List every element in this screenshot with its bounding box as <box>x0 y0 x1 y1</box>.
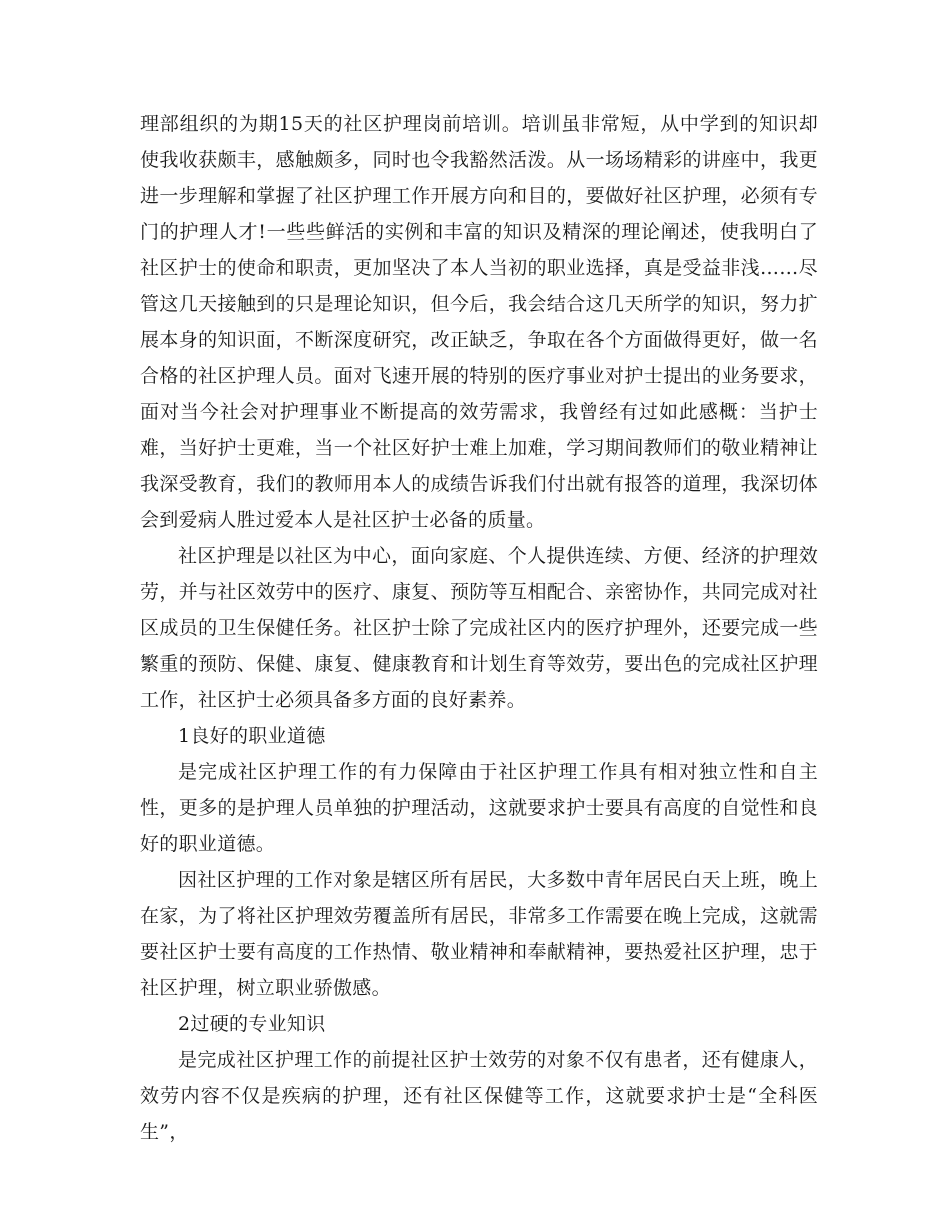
section-heading-2: 2过硬的专业知识 <box>178 1013 326 1035</box>
paragraph-1: 理部组织的为期15天的社区护理岗前培训。培训虽非常短，从中学到的知识却使我收获颇丰，感触颇多，同时也令我豁然活泼。从一场场精彩的讲座中，我更进一步理解和掌握了社区护理工作开展方向和目的，要做好社区护理，必须有专门的护理人才!一些些鲜活的实例和丰富的知识及精深的理论阐述，使我明白了社区护士的使命和职责，更加坚决了本人当初的职业选择，真是受益非浅……尽管这几天接触到的只是理论知识，但今后，我会结合这几天所学的知识，努力扩展本身的知识面，不断深度研究，改正缺乏，争取在各个方面做得更好，做一名合格的社区护理人员。面对飞速开展的特别的医疗事业对护士提出的业务要求，面对当今社会对护理事业不断提高的效劳需求，我曾经有过如此感概：当护士难，当好护士更难，当一个社区好护士难上加难，学习期间教师们的敬业精神让我深受教育，我们的教师用本人的成绩告诉我们付出就有报答的道理，我深切体会到爱病人胜过爱本人是社区护士必备的质量。 <box>140 113 818 531</box>
paragraph-4: 因社区护理的工作对象是辖区所有居民，大多数中青年居民白天上班，晚上在家，为了将社区护理效劳覆盖所有居民，非常多工作需要在晚上完成，这就需要社区护士要有高度的工作热情、敬业精神和奉献精神，要热爱社区护理，忠于社区护理，树立职业骄傲感。 <box>140 869 818 999</box>
document-body <box>140 106 818 1150</box>
section-heading-1: 1良好的职业道德 <box>178 725 326 747</box>
paragraph-5: 是完成社区护理工作的前提社区护士效劳的对象不仅有患者，还有健康人，效劳内容不仅是疾病的护理，还有社区保健等工作，这就要求护士是“全科医生”， <box>140 1049 818 1143</box>
paragraph-3: 是完成社区护理工作的有力保障由于社区护理工作具有相对独立性和自主性，更多的是护理人员单独的护理活动，这就要求护士要具有高度的自觉性和良好的职业道德。 <box>140 761 818 855</box>
paragraph-2: 社区护理是以社区为中心，面向家庭、个人提供连续、方便、经济的护理效劳，并与社区效劳中的医疗、康复、预防等互相配合、亲密协作，共同完成对社区成员的卫生保健任务。社区护士除了完成社区内的医疗护理外，还要完成一些繁重的预防、保健、康复、健康教育和计划生育等效劳，要出色的完成社区护理工作，社区护士必须具备多方面的良好素养。 <box>140 545 818 711</box>
